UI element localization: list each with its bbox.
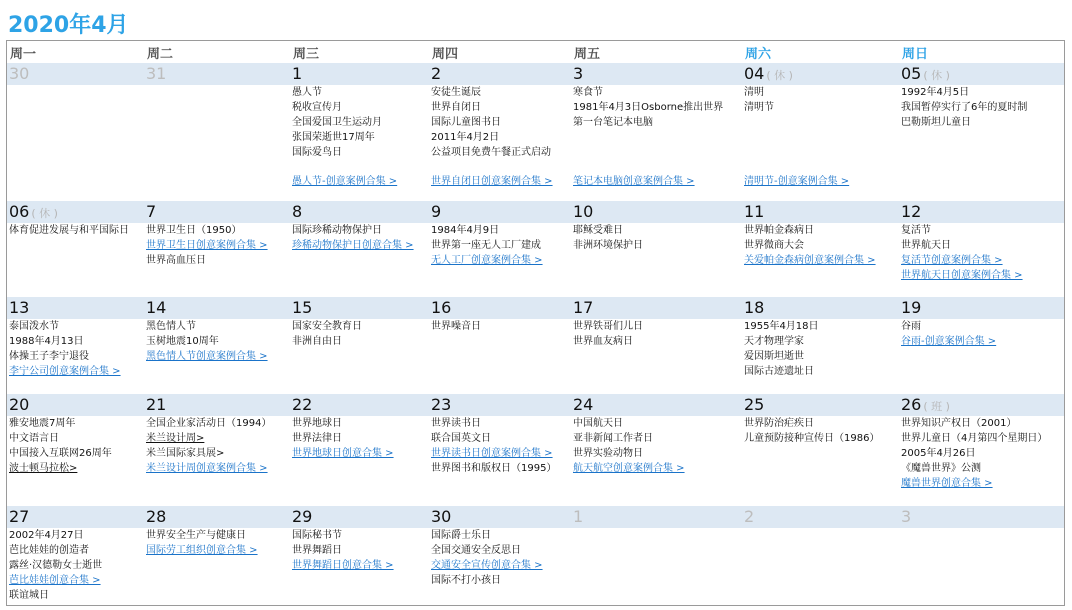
event-item: 世界知识产权日（2001） [901,418,1017,429]
day-number: 18 [744,298,765,317]
event-item: 世界第一座无人工厂建成 [431,240,541,251]
day-cell [429,297,571,394]
event-item: 世界帕金森病日 [744,225,814,236]
day-number: 12 [901,202,922,221]
event-item: 世界安全生产与健康日 [146,530,246,541]
day-cell [429,394,571,506]
event-list [431,416,556,476]
week-row [7,394,1064,506]
event-item: 世界舞蹈日 [292,545,342,556]
event-item: 黑色情人节 [146,321,196,332]
day-number: 13 [9,298,30,317]
event-item: 清明节 [744,102,774,113]
event-item: 国际秘书节 [292,530,342,541]
day-number: 2 [744,507,755,526]
day-number: 30 [9,64,30,83]
event-item: 国际古迹遗址日 [744,366,814,377]
day-cell [144,63,290,201]
event-item: 世界卫生日（1950） [146,225,242,236]
event-item: 世界防治疟疾日 [744,418,814,429]
event-link[interactable]: 交通安全宣传创意合集 > [431,560,543,571]
event-item: 1981年4月3日Osborne推出世界 [573,102,724,113]
day-number: 24 [573,395,594,414]
event-item: 世界儿童日（4月第四个星期日） [901,433,1048,444]
event-item: 中文语言日 [9,433,59,444]
event-link[interactable]: 世界自闭日创意案例合集 > [431,176,553,187]
day-cell [742,506,899,606]
event-item: 公益项目免费午餐正式启动 [431,147,551,158]
event-item: 中国航天日 [573,418,623,429]
day-cell [899,506,1064,606]
week-row [7,297,1064,394]
event-item: 天才物理学家 [744,336,804,347]
day-number: 1 [292,64,303,83]
event-list [431,223,543,268]
week-row [7,506,1064,606]
day-number: 16 [431,298,452,317]
day-number: 04 ( 休 ) [744,64,793,83]
event-link[interactable]: 黑色情人节创意案例合集 > [146,351,268,362]
day-cell [290,201,429,297]
day-cell [7,506,144,606]
day-number: 15 [292,298,313,317]
week-row [7,63,1064,201]
day-cell [899,63,1064,201]
day-number: 06 ( 休 ) [9,202,58,221]
event-link[interactable]: 李宁公司创意案例合集 > [9,366,121,377]
event-link[interactable]: 清明节-创意案例合集 > [744,176,850,187]
day-number: 7 [146,202,157,221]
event-list [901,85,1027,130]
day-cell [429,63,571,201]
day-cell [899,201,1064,297]
day-number: 3 [901,507,912,526]
event-list [744,319,819,379]
event-item: 1988年4月13日 [9,336,84,347]
event-item: 2011年4月2日 [431,132,500,143]
event-link[interactable]: 魔兽世界创意合集 > [901,478,993,489]
day-cell [144,506,290,606]
event-list [9,223,129,238]
day-number: 05 ( 休 ) [901,64,950,83]
event-item: 体育促进发展与和平国际日 [9,225,129,236]
day-cell [571,201,742,297]
event-item: 世界法律日 [292,433,342,444]
event-item: 愚人节 [292,87,322,98]
event-list [292,85,397,189]
event-link[interactable]: 笔记本电脑创意案例合集 > [573,176,695,187]
event-item: 世界微商大会 [744,240,804,251]
day-number: 20 [9,395,30,414]
day-cell [742,201,899,297]
event-item: 联合国英文日 [431,433,491,444]
day-number: 10 [573,202,594,221]
event-link[interactable]: 世界舞蹈日创意合集 > [292,560,394,571]
day-number: 11 [744,202,765,221]
weekday-label: 周二 [147,47,174,62]
day-cell [290,63,429,201]
event-list [744,416,879,446]
event-item: 2002年4月27日 [9,530,84,541]
day-number: 14 [146,298,167,317]
day-cell [7,297,144,394]
event-list [573,223,643,253]
event-item: 1955年4月18日 [744,321,819,332]
event-item: 世界高血压日 [146,255,206,266]
event-item: 中国接入互联网26周年 [9,448,112,459]
day-cell [742,63,899,201]
weekday-label: 周一 [10,47,37,62]
event-list [573,85,723,189]
event-list [146,528,258,558]
event-item: 雅安地震7周年 [9,418,76,429]
day-number: 29 [292,507,313,526]
day-cell [899,297,1064,394]
day-cell [144,297,290,394]
event-link[interactable]: 国际劳工组织创意合集 > [146,545,258,556]
weekday-label: 周三 [293,47,320,62]
event-link[interactable]: 愚人节-创意案例合集 > [292,176,398,187]
event-list [573,319,643,349]
event-list [901,223,1023,283]
day-cell [7,63,144,201]
event-item: 清明 [744,87,764,98]
event-list [431,85,553,189]
event-item: 耶稣受难日 [573,225,623,236]
event-link[interactable]: 航天航空创意案例合集 > [573,463,685,474]
day-number: 30 [431,507,452,526]
event-link[interactable]: 世界读书日创意案例合集 > [431,448,553,459]
event-link[interactable]: 世界航天日创意案例合集 > [901,270,1023,281]
week-row [7,201,1064,297]
day-number: 2 [431,64,442,83]
day-number: 17 [573,298,594,317]
event-item: 全国爱国卫生运动月 [292,117,382,128]
event-link[interactable]: 复活节创意案例合集 > [901,255,1003,266]
event-list [9,319,121,379]
day-number: 9 [431,202,442,221]
event-link[interactable]: 芭比娃娃创意合集 > [9,575,101,586]
event-link[interactable]: 世界卫生日创意案例合集 > [146,240,268,251]
day-cell [899,394,1064,506]
holiday-tag: ( 班 ) [923,400,950,413]
day-number: 8 [292,202,303,221]
day-cell [571,63,742,201]
event-link[interactable]: 关爱帕金森病创意案例合集 > [744,255,876,266]
day-cell [290,506,429,606]
event-link[interactable]: 无人工厂创意案例合集 > [431,255,543,266]
day-number: 26 ( 班 ) [901,395,950,414]
event-item: 全国交通安全反思日 [431,545,521,556]
event-item: 世界图书和版权日（1995） [431,463,557,474]
event-link[interactable]: 珍稀动物保护日创意合集 > [292,240,414,251]
event-item: 米兰国际家具展> [146,448,225,459]
event-item: 复活节 [901,225,931,236]
event-item: 1992年4月5日 [901,87,970,98]
event-item: 全国企业家活动日（1994） [146,418,272,429]
event-list [292,416,394,461]
day-cell [571,394,742,506]
event-item: 巴勒斯坦儿童日 [901,117,971,128]
event-item: 玉树地震10周年 [146,336,219,347]
event-item: 国家安全教育日 [292,321,362,332]
event-item: 世界自闭日 [431,102,481,113]
event-item: 《魔兽世界》公测 [901,463,981,474]
event-item: 世界实验动物日 [573,448,643,459]
event-list [146,416,271,476]
event-list [573,416,685,476]
event-item: 泰国泼水节 [9,321,59,332]
day-cell [290,297,429,394]
event-link[interactable]: 米兰设计周> [146,433,205,444]
event-list [292,223,414,253]
day-number: 19 [901,298,922,317]
event-list [901,416,1047,491]
day-cell [429,201,571,297]
day-cell [429,506,571,606]
event-link[interactable]: 世界地球日创意合集 > [292,448,394,459]
day-cell [7,201,144,297]
day-number: 3 [573,64,584,83]
event-item: 世界航天日 [901,240,951,251]
event-link[interactable]: 谷雨-创意案例合集 > [901,336,997,347]
day-number: 27 [9,507,30,526]
weekday-header [7,41,1064,63]
event-item: 我国暂停实行了6年的夏时制 [901,102,1028,113]
weekday-label: 周四 [432,47,459,62]
event-link[interactable]: 米兰设计周创意案例合集 > [146,463,268,474]
day-cell [144,201,290,297]
weekday-label: 周日 [902,47,929,62]
event-item: 芭比娃娃的创造者 [9,545,89,556]
event-item: 1984年4月9日 [431,225,500,236]
event-list [431,528,543,588]
event-item: 非洲环境保护日 [573,240,643,251]
event-item: 安徒生诞辰 [431,87,481,98]
weekday-label: 周五 [574,47,601,62]
event-list [9,528,102,603]
day-cell [7,394,144,506]
event-item: 国际爵士乐日 [431,530,491,541]
event-list [146,223,268,268]
event-list [146,319,268,364]
day-number: 22 [292,395,313,414]
day-number: 21 [146,395,167,414]
day-number: 28 [146,507,167,526]
event-item: 联谊城日 [9,590,49,601]
day-number: 25 [744,395,765,414]
event-item: 世界地球日 [292,418,342,429]
weekday-label: 周六 [745,47,772,62]
event-item: 体操王子李宁退役 [9,351,89,362]
day-number: 23 [431,395,452,414]
event-item: 国际珍稀动物保护日 [292,225,382,236]
holiday-tag: ( 休 ) [766,69,793,82]
event-list [9,416,112,476]
event-list [744,223,876,268]
event-list [292,319,362,349]
event-item: 世界血友病日 [573,336,633,347]
page-title: 2020年4月 [8,13,129,38]
event-item: 国际不打小孩日 [431,575,501,586]
event-list [292,528,394,573]
day-number: 1 [573,507,584,526]
event-item: 谷雨 [901,321,921,332]
event-link[interactable]: 波士顿马拉松> [9,463,78,474]
event-item: 寒食节 [573,87,603,98]
day-cell [144,394,290,506]
event-item: 国际儿童图书日 [431,117,501,128]
day-cell [571,506,742,606]
event-item: 露丝·汉德勒女士逝世 [9,560,103,571]
event-item: 张国荣逝世17周年 [292,132,375,143]
event-item: 世界铁哥们儿日 [573,321,643,332]
event-item: 世界读书日 [431,418,481,429]
holiday-tag: ( 休 ) [31,207,58,220]
calendar-grid [6,40,1065,606]
event-item: 国际爱鸟日 [292,147,342,158]
event-item: 非洲自由日 [292,336,342,347]
event-list [901,319,996,349]
day-cell [290,394,429,506]
day-cell [742,394,899,506]
event-item: 亚非新闻工作者日 [573,433,653,444]
event-item: 2005年4月26日 [901,448,976,459]
event-list [431,319,481,334]
day-number: 31 [146,64,167,83]
event-item: 爱因斯坦逝世 [744,351,804,362]
event-item: 儿童预防接种宣传日（1986） [744,433,880,444]
holiday-tag: ( 休 ) [923,69,950,82]
event-item: 第一台笔记本电脑 [573,117,653,128]
event-item: 税收宣传月 [292,102,342,113]
event-item: 世界噪音日 [431,321,481,332]
event-list [744,85,849,189]
day-cell [571,297,742,394]
day-cell [742,297,899,394]
